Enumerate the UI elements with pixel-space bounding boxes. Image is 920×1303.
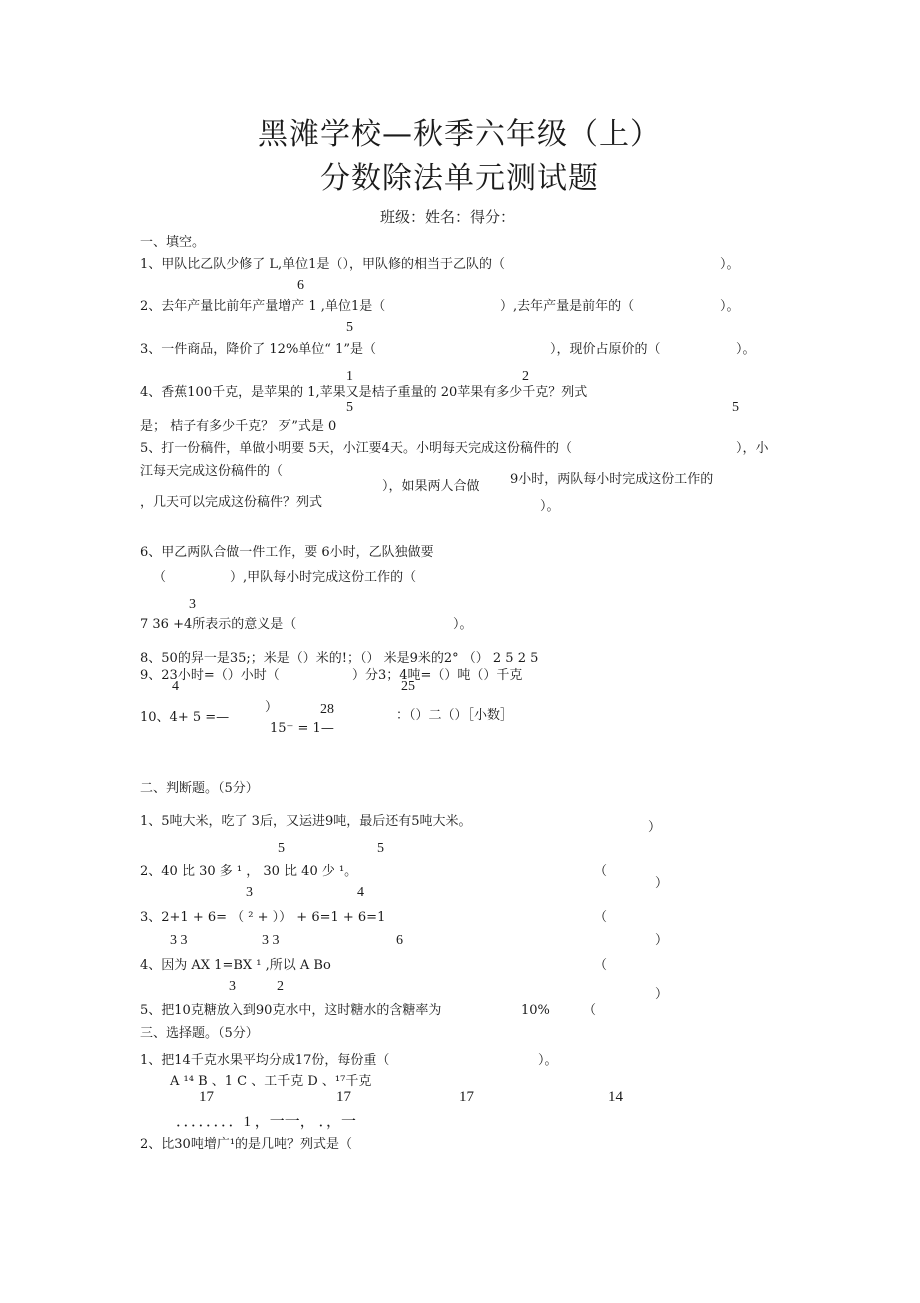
question-4-numerator-1: 1 (346, 369, 353, 384)
question-1-end: ）。 (720, 257, 740, 272)
question-2b: ）,去年产量是前年的（ (500, 299, 635, 314)
choice-1-denominator-c: 17 (459, 1089, 474, 1105)
judge-5-percent: 10% (521, 1003, 550, 1018)
question-4b: 是； 桔子有多少千克？ 歹”式是 0 (140, 419, 337, 434)
judge-2-close: ） (655, 876, 669, 891)
choice-2: 2、比30吨增广¹的是几吨？列式是（ (140, 1137, 353, 1152)
question-5e: ，几天可以完成这份稿件？列式 (140, 495, 323, 510)
question-3-end: ）。 (736, 342, 756, 357)
choice-1-options: A ¹⁴ B 、1 C 、工千克 D 、¹⁷千克 (170, 1074, 372, 1089)
judge-1-denominator-1: 5 (278, 841, 285, 856)
question-3a: 3、一件商品，降价了 12%单位“ 1”是（ (140, 342, 376, 357)
question-6b: （ (153, 570, 167, 585)
question-2-fraction: 5 (346, 320, 353, 335)
judge-1-close: ） (648, 820, 662, 835)
question-10b: 15⁻ = 1— (270, 721, 334, 736)
judge-4-close: ） (655, 987, 669, 1002)
section-1-heading: 一、填空。 (140, 235, 206, 250)
judge-2-denominator-1: 3 (246, 885, 253, 900)
section-2-heading: 二、判断题。（5分） (140, 781, 259, 796)
judge-4-denominator-1: 3 (229, 979, 236, 994)
judge-2-denominator-2: 4 (357, 885, 364, 900)
question-10-28: 28 (320, 702, 334, 717)
question-4-numerator-2: 2 (522, 369, 529, 384)
choice-1-denominator-b: 17 (336, 1089, 351, 1105)
judge-1: 1、5吨大米，吃了 3后，又运进9吨，最后还有5吨大米。 (140, 814, 472, 829)
question-1: 1、甲队比乙队少修了 L,单位1是（），甲队修的相当于乙队的（ (140, 257, 505, 272)
choice-1: 1、把14千克水果平均分成17份，每份重（ (140, 1053, 390, 1068)
judge-5: 5、把10克糖放入到90克水中，这时糖水的含糖率为 (140, 1003, 442, 1018)
question-6c: ）,甲队每小时完成这份工作的（ (230, 570, 417, 585)
question-3b: ），现价占原价的（ (550, 342, 661, 357)
choice-1-denominator-a: 17 (199, 1089, 214, 1105)
question-4: 4、香蕉100千克，是苹果的 1,苹果又是桔子重量的 20苹果有多少千克？列式 (140, 385, 588, 400)
question-10-paren: ） (265, 700, 279, 715)
question-10c: ：（）二（）［小数］ (396, 708, 514, 723)
judge-3-denominators-1: 3 3 (170, 933, 188, 948)
question-5b: 江每天完成这份稿件的（ (140, 464, 284, 479)
choice-1-dots-line: ．．．．．．．．1 ，一一， ．，一 (176, 1114, 357, 1130)
question-9-digit-1: 4 (172, 679, 179, 694)
question-9b: ）分3；4吨=（）吨（）千克 (352, 668, 523, 683)
question-7-end: ）。 (453, 617, 473, 632)
question-9: 9、23小时=（）小时（ (140, 668, 280, 683)
judge-2: 2、40 比 30 多 ¹ ， 30 比 40 少 ¹。 (140, 864, 358, 879)
judge-3-open: （ (594, 910, 608, 925)
judge-3-denominator-3: 6 (396, 933, 403, 948)
judge-4-denominator-2: 2 (277, 979, 284, 994)
judge-1-denominator-2: 5 (377, 841, 384, 856)
judge-3-close: ） (655, 933, 669, 948)
judge-3-denominators-2: 3 3 (262, 933, 280, 948)
question-6: 6、甲乙两队合做一件工作，要 6小时，乙队独做要 (140, 545, 434, 560)
question-10a: 10、4+ 5 =— (140, 710, 230, 725)
question-5c: ），如果两人合做 (382, 479, 480, 494)
judge-4: 4、因为 AX 1=BX ¹ ,所以 A Bo (140, 958, 331, 973)
question-8: 8、50的舁一是35;；米是（）米的!；（） 米是9米的2° （） 2 5 2 5 (140, 651, 539, 666)
question-2a: 2、去年产量比前年产量增产 1 ,单位1是（ (140, 299, 386, 314)
question-2-end: ）。 (720, 299, 740, 314)
question-1-fraction: 6 (297, 278, 304, 293)
judge-4-open: （ (594, 958, 608, 973)
page-subtitle: 分数除法单元测试题 (320, 161, 599, 196)
question-7-numerator: 3 (189, 597, 196, 612)
student-info-line: 班级：姓名：得分： (380, 208, 516, 226)
question-5f: ）。 (540, 499, 560, 514)
page-title: 黑滩学校—秋季六年级（上） (258, 117, 661, 152)
question-4-denominator-2: 5 (732, 400, 739, 415)
question-7: 7 36 +4所表示的意义是（ (140, 617, 297, 632)
choice-1-end: ）。 (538, 1053, 558, 1068)
question-5d: 9小时，两队每小时完成这份工作的 (510, 472, 714, 487)
question-4-denominator-1: 5 (346, 400, 353, 415)
judge-5-open: （ (583, 1003, 597, 1018)
question-5a: 5、打一份稿件，单做小明要 5天，小江要4天。小明每天完成这份稿件的（ (140, 441, 572, 456)
judge-3: 3、2+1 + 6= （ ² + ）） + 6=1 + 6=1 (140, 910, 386, 925)
question-9-digit-2: 25 (401, 679, 415, 694)
section-3-heading: 三、选择题。（5分） (140, 1026, 259, 1041)
question-5a-end: ），小 (736, 441, 769, 456)
choice-1-denominator-d: 14 (608, 1089, 623, 1105)
judge-2-open: （ (594, 864, 608, 879)
